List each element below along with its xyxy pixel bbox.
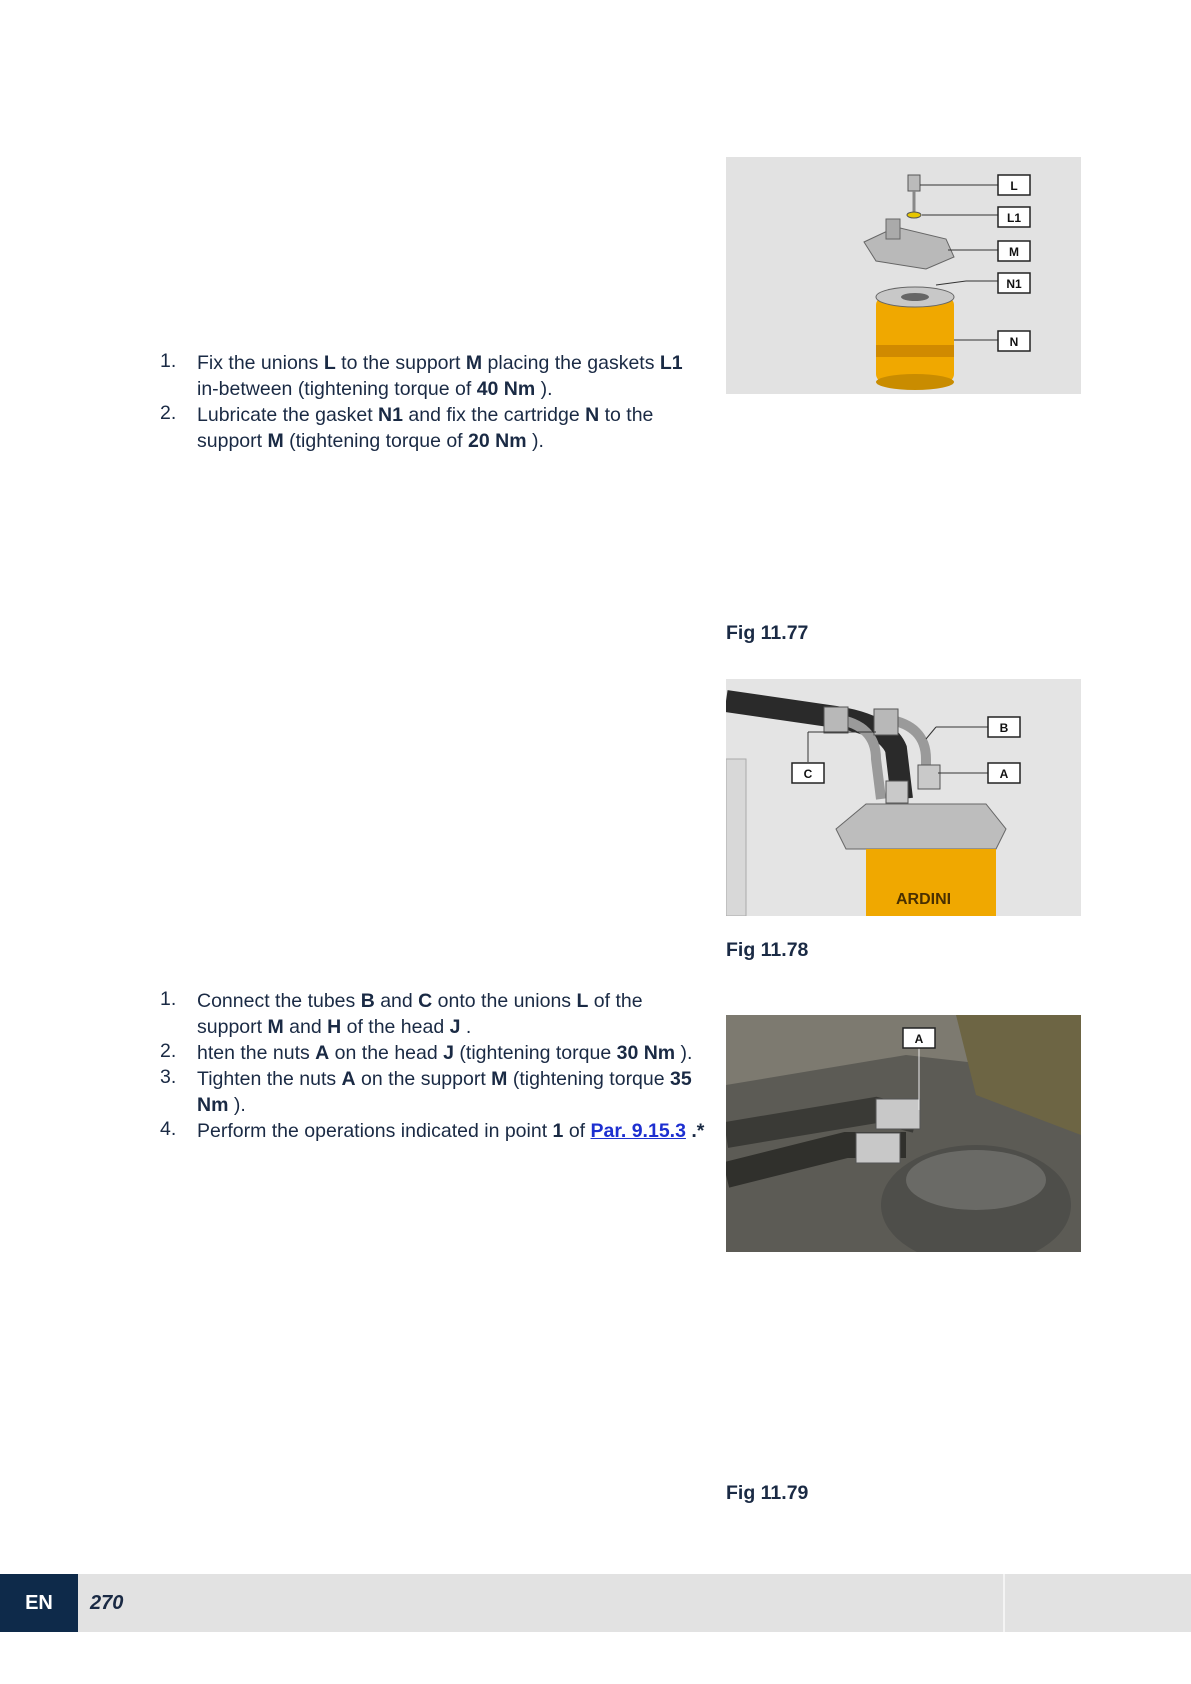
step-text: (tightening torque	[507, 1068, 671, 1090]
step-number: 1.	[160, 350, 177, 372]
label-A: A	[914, 1032, 924, 1046]
bold-reference: N	[585, 404, 600, 426]
step-text: Connect the tubes	[197, 990, 361, 1012]
step-text: (tightening torque of	[283, 430, 469, 452]
step-text: ).	[228, 1094, 246, 1116]
step-text: ).	[675, 1042, 693, 1064]
label-A: A	[999, 767, 1009, 781]
bold-reference: A	[341, 1068, 356, 1090]
step-text: Lubricate the gasket	[197, 404, 379, 426]
step-number: 1.	[160, 988, 177, 1010]
label-C: C	[803, 767, 813, 781]
step-number: 3.	[160, 1066, 177, 1088]
step-text: on the head	[329, 1042, 444, 1064]
instruction-step	[160, 1040, 705, 1066]
step-text: to the support	[197, 404, 654, 452]
bold-reference: 20 Nm	[468, 430, 527, 452]
step-text: of the head	[341, 1016, 450, 1038]
filter-support	[836, 804, 1006, 849]
label-B: B	[999, 721, 1009, 735]
step-number: 2.	[160, 402, 177, 424]
figure-11-77-image	[726, 157, 1081, 394]
step-text: hten the nuts	[197, 1042, 316, 1064]
step-text: ).	[535, 378, 553, 400]
instruction-step	[160, 350, 705, 402]
step-number: 4.	[160, 1118, 177, 1140]
bold-reference: M	[491, 1068, 508, 1090]
step-text: and	[374, 990, 419, 1012]
bold-reference: 40 Nm	[476, 378, 536, 400]
bold-reference: L1	[659, 352, 683, 374]
page-footer	[0, 1574, 1191, 1632]
bold-reference: C	[418, 990, 433, 1012]
figure-11-78-image	[726, 679, 1081, 916]
bold-reference: H	[327, 1016, 342, 1038]
label-N1: N1	[1006, 277, 1022, 291]
language-code: EN	[0, 1574, 78, 1632]
figure-caption: Fig 11.79	[726, 1482, 809, 1504]
step-text: on the support	[355, 1068, 492, 1090]
step-text: Tighten the nuts	[197, 1068, 342, 1090]
instruction-list-2	[160, 988, 705, 1144]
figure-caption: Fig 11.77	[726, 622, 809, 644]
instruction-step	[160, 1066, 705, 1118]
bold-reference: 1	[552, 1120, 564, 1142]
figure-11-79-image	[726, 1015, 1081, 1252]
label-M: M	[1009, 245, 1019, 259]
step-text: and fix the cartridge	[402, 404, 586, 426]
bold-reference: J	[449, 1016, 461, 1038]
bold-reference: 30 Nm	[616, 1042, 676, 1064]
oil-filter-cartridge	[876, 287, 954, 390]
instruction-step	[160, 988, 705, 1040]
page-number: 270	[90, 1592, 124, 1614]
bold-reference: M	[267, 1016, 284, 1038]
bold-reference: L	[323, 352, 336, 374]
bold-reference: .*	[691, 1120, 705, 1142]
bold-reference: B	[360, 990, 375, 1012]
label-N: N	[1009, 335, 1019, 349]
step-text: of	[563, 1120, 591, 1142]
step-text: .	[460, 1016, 472, 1038]
step-text: onto the unions	[432, 990, 577, 1012]
bold-reference: J	[443, 1042, 454, 1064]
step-text: Fix the unions	[197, 352, 324, 374]
figure-caption: Fig 11.78	[726, 939, 809, 961]
step-text: and	[283, 1016, 328, 1038]
step-text: Perform the operations indicated in point	[197, 1120, 553, 1142]
step-text: to the support	[335, 352, 466, 374]
bold-reference: M	[465, 352, 483, 374]
svg-text:ARDINI: ARDINI	[896, 891, 952, 908]
bold-reference: A	[315, 1042, 330, 1064]
label-L1: L1	[1006, 211, 1022, 225]
step-text: ).	[526, 430, 544, 452]
instruction-list-1	[160, 350, 705, 454]
bold-reference: 35 Nm	[197, 1068, 692, 1116]
step-text: placing the gaskets	[482, 352, 660, 374]
instruction-step	[160, 402, 705, 454]
filter-cartridge	[866, 849, 996, 916]
footer-divider	[1003, 1574, 1005, 1632]
label-L: L	[1010, 179, 1018, 193]
instruction-step	[160, 1118, 705, 1144]
step-text: of the support	[197, 990, 643, 1038]
bold-reference: N1	[378, 404, 403, 426]
paragraph-link[interactable]: Par. 9.15.3	[590, 1120, 686, 1142]
step-text: (tightening torque	[453, 1042, 617, 1064]
step-text: in-between (tightening torque of	[197, 378, 477, 400]
bold-reference: L	[576, 990, 589, 1012]
bold-reference: M	[267, 430, 284, 452]
step-number: 2.	[160, 1040, 177, 1062]
